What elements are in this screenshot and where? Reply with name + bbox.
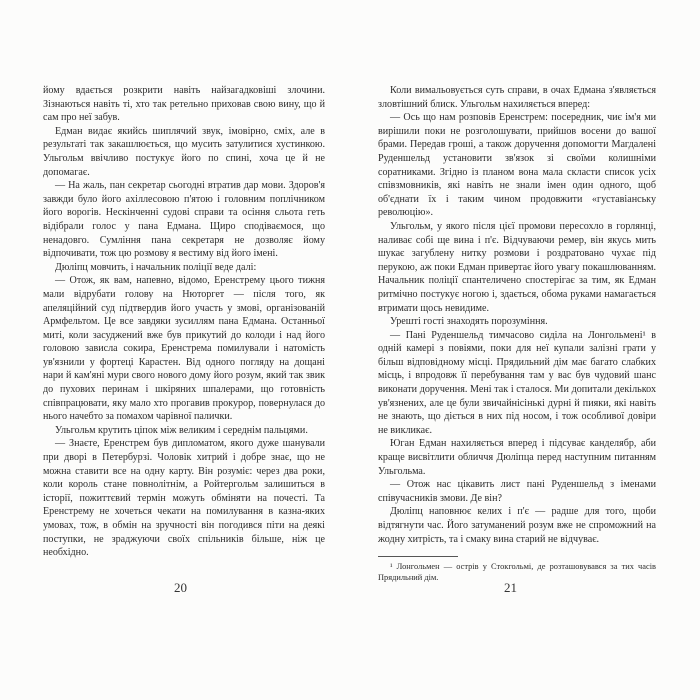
- paragraph: — Отож нас цікавить лист пані Руденшельд з іменами співучасників змови. Де він?: [378, 479, 656, 504]
- footnote-divider: [378, 556, 458, 557]
- paragraph: Ульгольм, у якого після цієї промови пересохло в горлянці, наливає собі ще вина і п'є. Відчуваючи ремер, він якусь мить шукає загублену нитку розмови і роздратовано чухає під перукою, аж поки Едман привертає його увагу покашлюванням. Начальник поліції спантеличено спостерігає за тим, як Едман ритмічно постукує ногою і, здається, обома руками намагається втримати щось невидиме.: [378, 220, 656, 314]
- footnote: ¹ Лонгольмен — острів у Стокгольмі, де розташовувався за тих часів Прядильний дім.: [378, 562, 656, 583]
- paragraph: Урешті гості знаходять порозуміння.: [390, 316, 548, 328]
- right-page-body: [378, 84, 656, 546]
- left-page: [43, 84, 325, 560]
- right-page-number: 21: [504, 580, 517, 595]
- paragraph: Ульгольм крутить ціпок між великим і середнім пальцями.: [55, 424, 308, 436]
- paragraph: Дюліпц наповнює келих і п'є — радше для того, щоби відтягнути час. Його затуманений розум вже не спроможний на жодну хитрість, та і смаку вина старий не відчуває.: [378, 506, 656, 545]
- paragraph: — Знаєте, Еренстрем був дипломатом, якого дуже шанували при дворі в Петербурзі. Чоловік хитрий і добре знає, що не можна ставити все на одну карту. Він розуміє: через два роки, коли король стане повнолітнім, а Ройтергольм залишиться в історії, пожиттєвий термін можуть обміняти на почесті. Та Еренстрему не хочеться чекати на помилування в казна-яких умовах, тож, в обмін на зручності він погодився піти на деякі поступки, не зраджуючи своїх спільників більше, ніж це необхідно.: [43, 438, 325, 559]
- left-page-number: 20: [174, 580, 187, 595]
- right-page: [378, 84, 656, 583]
- paragraph: Коли вимальовується суть справи, в очах Едмана з'являється зловтішний блиск. Ульгольм нахиляється вперед:: [378, 85, 656, 110]
- paragraph: йому вдається розкрити навіть найзагадковіші злочини. Зізнаються навіть ті, хто так ретельно приховав свою вину, що й сам про неї забув.: [43, 85, 325, 124]
- paragraph: — Отож, як вам, напевно, відомо, Еренстрему цього тижня мали відрубати голову на Нюторгет — після того, як апеляційний суд підтвердив його участь у змові, організованій Армфельтом. Це все завдяки зусиллям пана Едмана. Останньої миті, коли засуджений вже був прикутий до колоди і над його головою зависла сокира, Еренстрема помилували і натомість ув'язнили у фортеці Карастен. Від одного погляду на дощані нари й кам'яні мури свого нового дому його розум, який так звик до пухових перинам і шкіряних шпалерами, що готовність співпрацювати, яку мало хто прогавив прокурор, повернулася до нього начебто за помахом чарівної палички.: [43, 275, 325, 423]
- paragraph: — Ось що нам розповів Еренстрем: посередник, чиє ім'я ми вирішили поки не розголошувати, прийшов восени до вашої брами. Передав гроші, а також доручення допомогти Магдалені Руденшельд установити зв'язок зі своїми колишніми соратниками. Згідно із планом вона мала скласти список усіх співзмовників, які навіть не знали імен один одного, щоб об'єднати їх і таким чином продовжити «густавіанську революцію».: [378, 112, 656, 219]
- paragraph: Юган Едман нахиляється вперед і підсуває канделябр, аби краще висвітлити обличчя Дюліпца перед наступним питанням Ульгольма.: [378, 438, 656, 477]
- paragraph: Дюліпц мовчить, і начальник поліції веде далі:: [55, 261, 257, 273]
- paragraph: — На жаль, пан секретар сьогодні втратив дар мови. Здоров'я завжди було його ахіллесовою п'ятою і головним поплічником його ворогів. Нескінченні судові справи та осіння сльота геть відібрали голос у пана Едмана. Щиро сподіваємося, що ненадовго. Сумління пана секретаря не дозволяє йому відпочивати, тож цю розмову я вестиму від його імені.: [43, 180, 325, 260]
- paragraph: Едман видає якийсь шиплячий звук, імовірно, сміх, але в результаті так закашлюється, що мусить затулитися хустинкою. Ульгольм ввічливо постукує його по спині, хоча це й не допомагає.: [43, 125, 325, 178]
- paragraph: — Пані Руденшельд тимчасово сиділа на Лонгольмені¹ в одній камері з повіями, поки для неї купали залізні грати у більш відповідному місці. Прядильний дім має багато слабких місць, і впродовж її перебування там у вас був чудовий шанс виконати доручення. Мені так і сталося. Ми допитали декількох ув'язнених, але це були звичайнісінькі дурні й пияки, які навіть не знають, що діється в них під носом, і тож особливої довіри не викликає.: [378, 329, 656, 436]
